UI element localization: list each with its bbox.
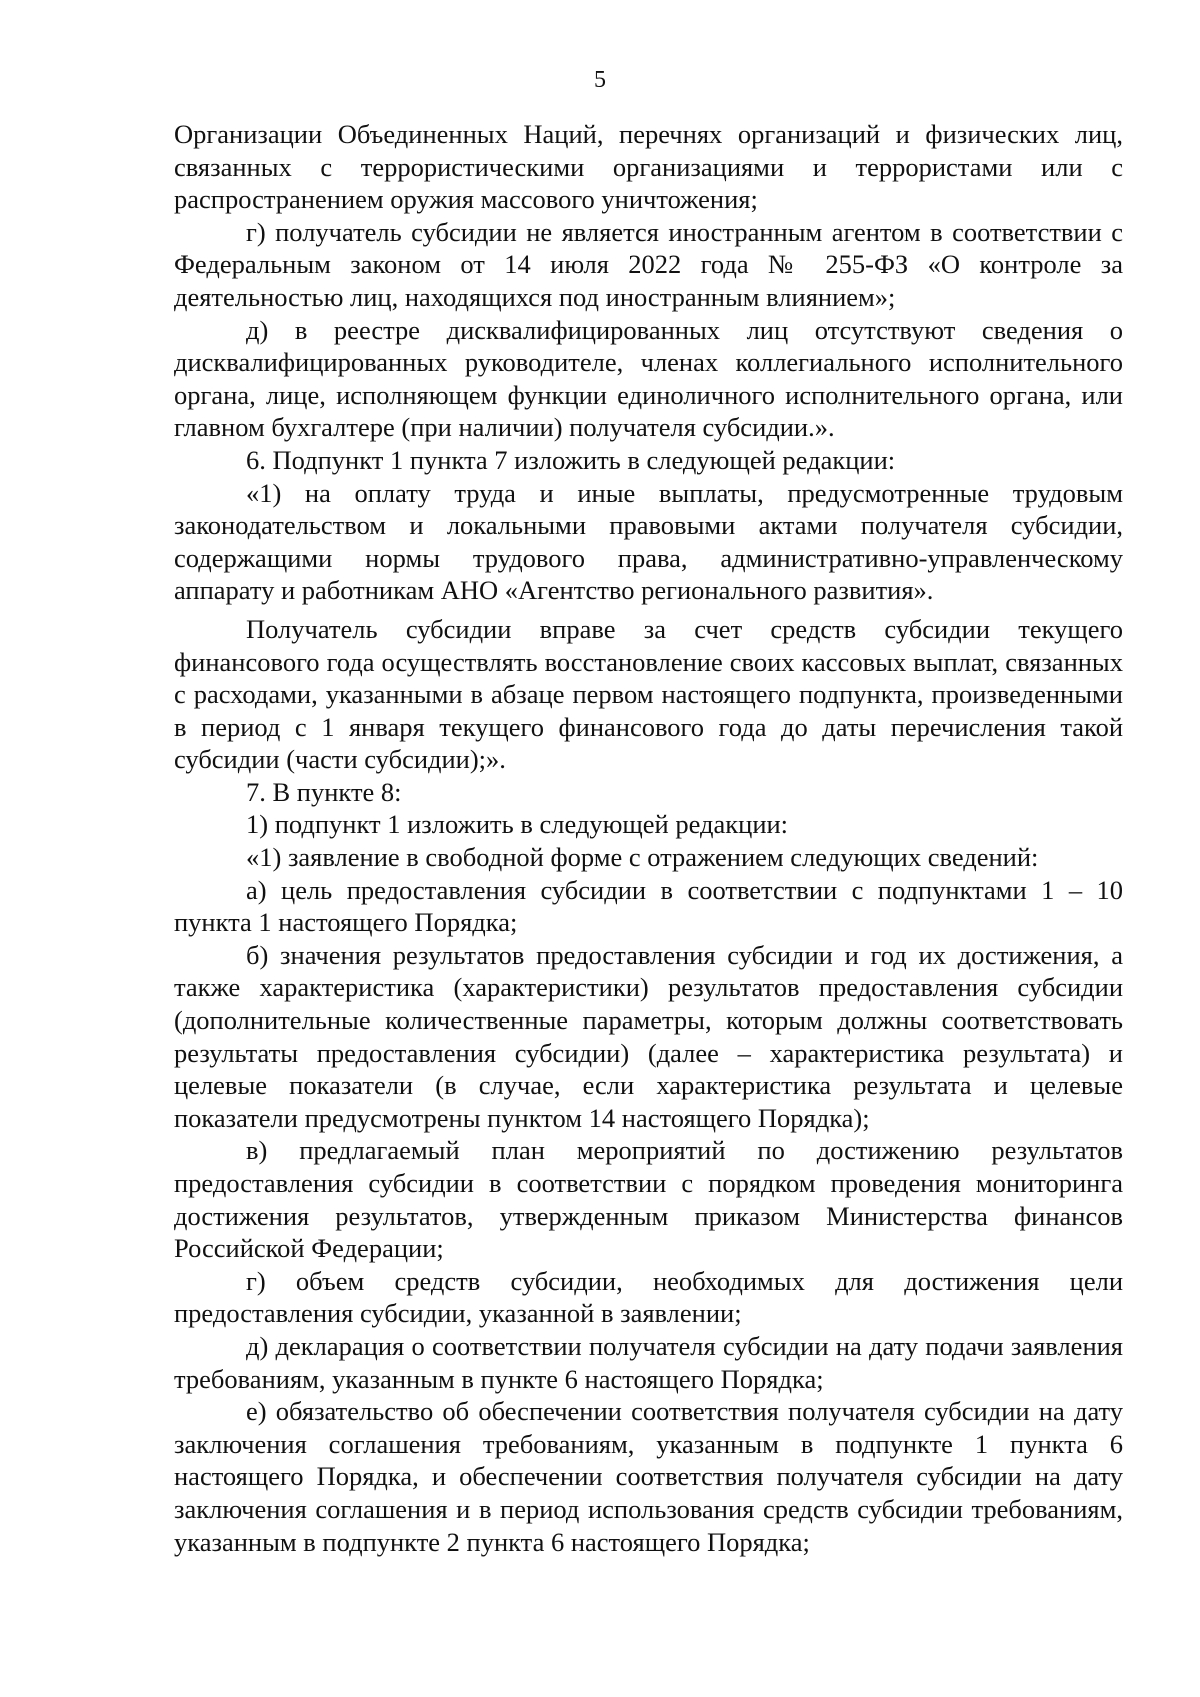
paragraph-subitem-1-edit: 1) подпункт 1 изложить в следующей редакции: xyxy=(246,809,789,840)
paragraph-item-v-action-plan: в) предлагаемый план мероприятий по достижению результатов предоставления субсидии в соответствии с порядком проведения мониторинга достижения результатов, утвержденным приказом Министерства финансов Российской Федерации; xyxy=(174,1135,1123,1264)
paragraph-item-e-obligation: е) обязательство об обеспечении соответствия получателя субсидии на дату заключения соглашения требованиям, указанным в подпункте 1 пункта 6 настоящего Порядка, и обеспечении соответствия получателя субсидии на дату заключения соглашения и в период использования средств субсидии требованиям, указанным в подпункте 2 пункта 6 настоящего Порядка; xyxy=(174,1396,1123,1557)
paragraph-item-a-purpose: а) цель предоставления субсидии в соответствии с подпунктами 1 – 10 пункта 1 настоящего Порядка; xyxy=(174,874,1123,938)
paragraph-un-lists-continuation: Организации Объединенных Наций, перечнях организаций и физических лиц, связанных с террористическими организациями и террористами или с распространением оружия массового уничтожения; xyxy=(174,119,1123,215)
paragraph-item-d-declaration: д) декларация о соответствии получателя субсидии на дату подачи заявления требованиям, указанным в пункте 6 настоящего Порядка; xyxy=(174,1330,1123,1394)
paragraph-subitem-1-labor-payments: «1) на оплату труда и иные выплаты, предусмотренные трудовым законодательством и локальными правовыми актами получателя субсидии, содержащими нормы трудового права, административно-управленческому аппарату и работникам АНО «Агентство регионального развития». xyxy=(174,477,1123,606)
page-number: 5 xyxy=(594,67,606,93)
paragraph-item-g-foreign-agent: г) получатель субсидии не является иностранным агентом в соответствии с Федеральным законом от 14 июля 2022 года № 255-ФЗ «О контроле за деятельностью лиц, находящихся под иностранным влиянием»; xyxy=(174,216,1123,312)
paragraph-recipient-restoration: Получатель субсидии вправе за счет средств субсидии текущего финансового года осуществлять восстановление своих кассовых выплат, связанных с расходами, указанными в абзаце первом настоящего подпункта, произведенными в период с 1 января текущего финансового года до даты перечисления такой субсидии (части субсидии);». xyxy=(174,613,1123,775)
paragraph-item-b-results: б) значения результатов предоставления субсидии и год их достижения, а также характеристика (характеристики) результатов предоставления субсидии (дополнительные количественные параметры, которым должны соответствовать результаты предоставления субсидии) (далее – характеристика результата) и целевые показатели (в случае, если характеристика результата и целевые показатели предусмотрены пунктом 14 настоящего Порядка); xyxy=(174,939,1123,1133)
paragraph-section-6: 6. Подпункт 1 пункта 7 изложить в следующей редакции: xyxy=(246,444,896,475)
document-body xyxy=(174,118,1123,1558)
paragraph-item-g-funds-volume: г) объем средств субсидии, необходимых для достижения цели предоставления субсидии, указанной в заявлении; xyxy=(174,1265,1123,1329)
paragraph-application-free-form: «1) заявление в свободной форме с отражением следующих сведений: xyxy=(246,842,1039,873)
paragraph-item-d-disqualified-registry: д) в реестре дисквалифицированных лиц отсутствуют сведения о дисквалифицированных руководителе, членах коллегиального исполнительного органа, лице, исполняющем функции единоличного исполнительного органа, или главном бухгалтере (при наличии) получателя субсидии.». xyxy=(174,314,1123,443)
paragraph-section-7: 7. В пункте 8: xyxy=(246,776,402,807)
